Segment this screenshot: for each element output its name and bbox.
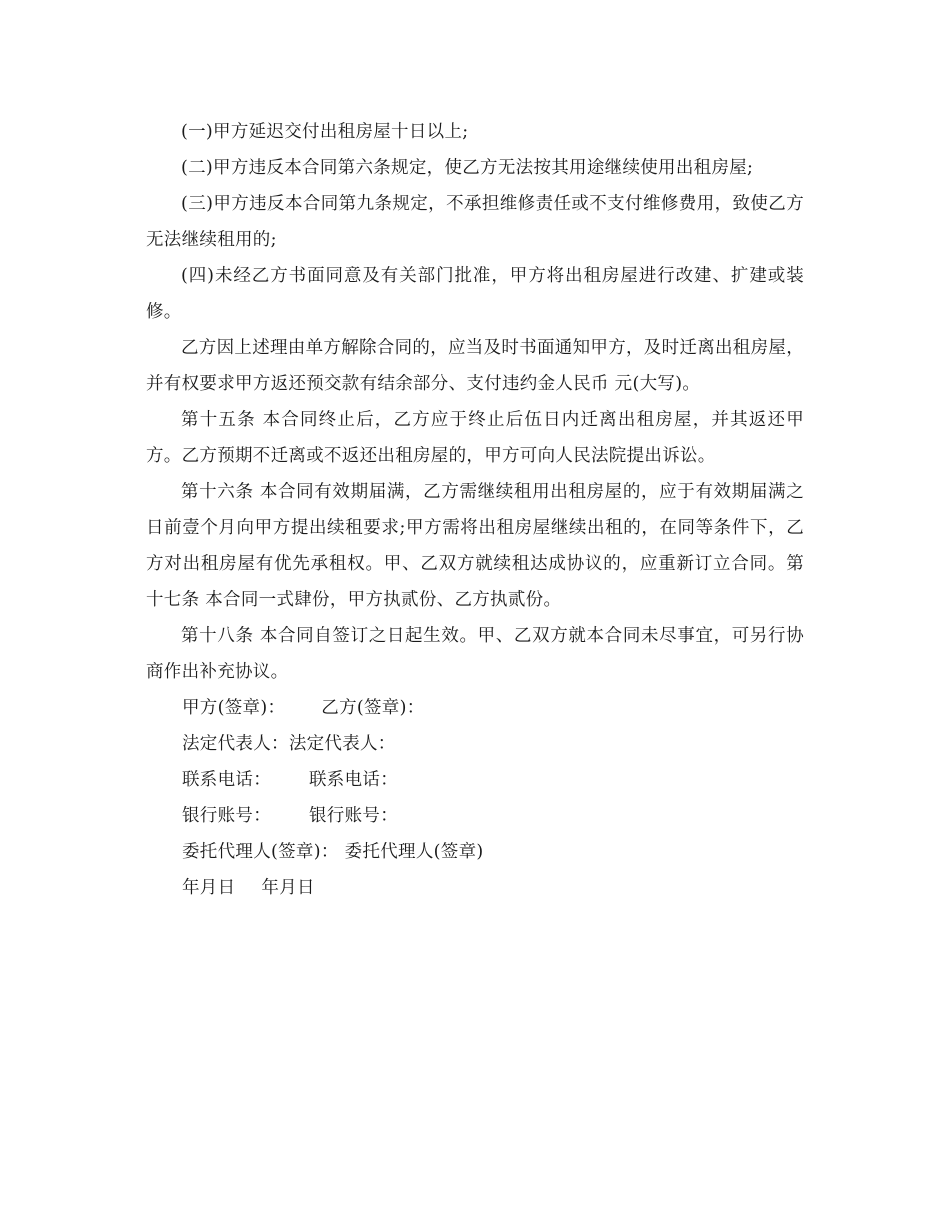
clause-item-2: (二)甲方违反本合同第六条规定，使乙方无法按其用途继续使用出租房屋;: [181, 158, 754, 178]
article-18: 第十八条 本合同自签订之日起生效。甲、乙双方就本合同未尽事宜，可另行协商作出补充协议。: [146, 626, 804, 682]
signature-row-agent: [146, 834, 804, 870]
party-b-phone-label: 联系电话：: [309, 770, 398, 790]
party-a-agent-label: 委托代理人(签章)：: [182, 842, 339, 862]
party-a-phone-label: 联系电话：: [182, 770, 271, 790]
party-a-rep-label: 法定代表人：: [182, 734, 289, 754]
party-b-agent-label: 委托代理人(签章): [344, 842, 484, 862]
signature-row-bank: [146, 798, 804, 834]
party-b-rep-label: 法定代表人：: [288, 734, 396, 754]
party-a-bank-label: 银行账号：: [182, 806, 271, 826]
signature-row-date: [146, 870, 804, 906]
signature-row-rep: [146, 726, 804, 762]
signature-row-phone: [146, 762, 804, 798]
article-15: 第十五条 本合同终止后，乙方应于终止后伍日内迁离出租房屋，并其返还甲方。乙方预期不迁离或不返还出租房屋的，甲方可向人民法院提出诉讼。: [146, 410, 804, 466]
party-a-date-label: 年月日: [182, 878, 236, 898]
party-b-date-label: 年月日: [261, 878, 315, 898]
article-16-17: 第十六条 本合同有效期届满，乙方需继续租用出租房屋的，应于有效期届满之日前壹个月向甲方提出续租要求;甲方需将出租房屋继续出租的，在同等条件下，乙方对出租房屋有优先承租权。甲、乙双方就续租达成协议的，应重新订立合同。第十七条 本合同一式肆份，甲方执贰份、乙方执贰份。: [146, 482, 804, 610]
clause-item-1: (一)甲方延迟交付出租房屋十日以上;: [181, 122, 469, 142]
signature-row-seal: [146, 690, 804, 726]
clause-item-4: (四)未经乙方书面同意及有关部门批准，甲方将出租房屋进行改建、扩建或装修。: [146, 266, 804, 322]
party-b-bank-label: 银行账号：: [309, 806, 398, 826]
termination-paragraph: 乙方因上述理由单方解除合同的，应当及时书面通知甲方，及时迁离出租房屋，并有权要求甲方返还预交款有结余部分、支付违约金人民币 元(大写)。: [146, 338, 804, 394]
party-b-seal-label: 乙方(签章)：: [321, 698, 425, 718]
party-a-seal-label: 甲方(签章)：: [182, 698, 286, 718]
document-page: [146, 114, 804, 906]
clause-item-3: (三)甲方违反本合同第九条规定，不承担维修责任或不支付维修费用，致使乙方无法继续租用的;: [146, 194, 804, 250]
